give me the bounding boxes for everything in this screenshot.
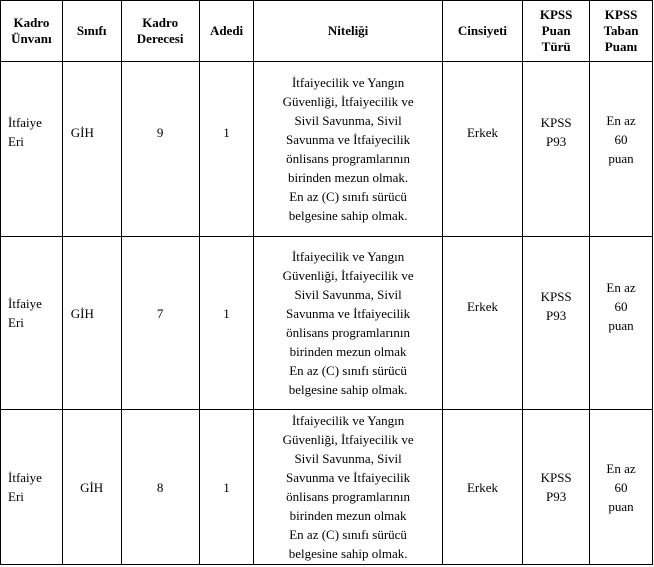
cell-kadro-derecesi — [121, 62, 199, 237]
cell-kadro-unvani — [1, 410, 63, 565]
cell-cinsiyeti — [442, 237, 522, 410]
cell-kpss-puan-turu — [523, 410, 590, 565]
cell-cinsiyeti — [442, 62, 522, 237]
cell-kadro-unvani — [1, 62, 63, 237]
cell-kpss-puan-turu — [523, 62, 590, 237]
kadro-unvani-text: İtfaiye Eri — [8, 115, 42, 149]
cell-adedi — [199, 410, 254, 565]
sinifi-text: GİH — [70, 305, 94, 321]
header-kadro-derecesi: Kadro Derecesi — [121, 1, 199, 62]
cell-sinifi — [62, 410, 121, 565]
cell-kpss-taban-puani — [590, 410, 653, 565]
header-sinifi: Sınıfı — [62, 1, 121, 62]
kpss-puan-turu-text: KPSS P93 — [540, 470, 572, 504]
table-row — [1, 62, 653, 237]
header-kpss-puan-turu: KPSS Puan Türü — [523, 1, 590, 62]
adedi-text: 1 — [223, 124, 230, 140]
kadro-derecesi-text: 7 — [156, 305, 164, 321]
sinifi-text: GİH — [70, 124, 94, 140]
cell-niteligi: İtfaiyecilik ve Yangın Güvenliği, İtfaiyecilik ve Sivil Savunma, Sivil Savunma ve İtfaiyecilik önlisans programlarının birinden mezun olmak En az (C) sınıfı sürücü belgesine sahip olmak. — [254, 410, 442, 565]
cinsiyeti-text: Erkek — [466, 124, 499, 140]
kpss-puan-turu-text: KPSS P93 — [540, 115, 572, 149]
cell-kpss-taban-puani — [590, 237, 653, 410]
table-row — [1, 237, 653, 410]
kadro-derecesi-text: 8 — [156, 479, 164, 495]
cell-kpss-taban-puani — [590, 62, 653, 237]
table-header-row — [1, 1, 653, 62]
kadro-derecesi-text: 9 — [156, 124, 164, 140]
cinsiyeti-text: Erkek — [466, 479, 499, 495]
header-kadro-unvani: Kadro Ünvanı — [1, 1, 63, 62]
adedi-text: 1 — [223, 479, 230, 495]
table-row — [1, 410, 653, 565]
cell-niteligi: İtfaiyecilik ve Yangın Güvenliği, İtfaiyecilik ve Sivil Savunma, Sivil Savunma ve İtfaiyecilik önlisans programlarının birinden mezun olmak. En az (C) sınıfı sürücü belgesine sahip olmak. — [254, 62, 442, 237]
cell-kadro-derecesi — [121, 237, 199, 410]
header-cinsiyeti: Cinsiyeti — [442, 1, 522, 62]
cell-cinsiyeti — [442, 410, 522, 565]
kadro-unvani-text: İtfaiye Eri — [8, 470, 42, 504]
cell-kadro-derecesi — [121, 410, 199, 565]
header-kpss-taban-puani: KPSS Taban Puanı — [590, 1, 653, 62]
kpss-taban-puani-text: En az 60 puan — [606, 460, 636, 514]
kpss-taban-puani-text: En az 60 puan — [606, 112, 636, 166]
header-niteligi: Niteliği — [254, 1, 442, 62]
sinifi-text: GİH — [80, 479, 104, 495]
kadro-unvani-text: İtfaiye Eri — [8, 296, 42, 330]
cell-adedi — [199, 237, 254, 410]
kpss-puan-turu-text: KPSS P93 — [540, 289, 572, 323]
adedi-text: 1 — [223, 305, 230, 321]
cell-sinifi — [62, 237, 121, 410]
cell-adedi — [199, 62, 254, 237]
header-adedi: Adedi — [199, 1, 254, 62]
cell-niteligi: İtfaiyecilik ve Yangın Güvenliği, İtfaiyecilik ve Sivil Savunma, Sivil Savunma ve İtfaiyecilik önlisans programlarının birinden mezun olmak En az (C) sınıfı sürücü belgesine sahip olmak. — [254, 237, 442, 410]
cell-kpss-puan-turu — [523, 237, 590, 410]
cell-sinifi — [62, 62, 121, 237]
kpss-taban-puani-text: En az 60 puan — [606, 279, 636, 333]
cell-kadro-unvani — [1, 237, 63, 410]
cinsiyeti-text: Erkek — [466, 298, 499, 314]
